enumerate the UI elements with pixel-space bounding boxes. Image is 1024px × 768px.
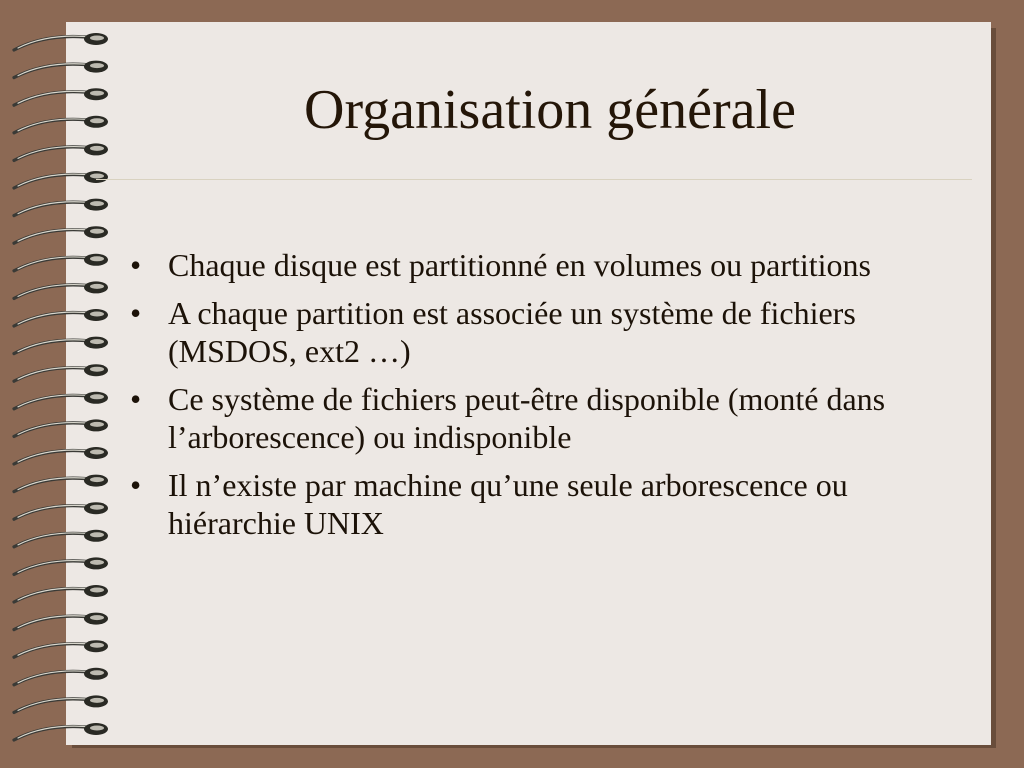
bullet-marker: •	[130, 295, 142, 331]
bullet-marker: •	[130, 381, 142, 417]
slide-title: Organisation générale	[304, 79, 796, 141]
bullet-item	[128, 466, 928, 542]
title-divider	[96, 179, 972, 180]
bullet-item	[128, 294, 928, 370]
bullet-list	[128, 246, 928, 552]
bullet-marker: •	[130, 467, 142, 503]
bullet-marker: •	[130, 247, 142, 283]
bullet-text: A chaque partition est associée un système de fichiers (MSDOS, ext2 …)	[168, 295, 856, 369]
bullet-text: Il n’existe par machine qu’une seule arborescence ou hiérarchie UNIX	[168, 467, 848, 541]
bullet-text: Chaque disque est partitionné en volumes ou partitions	[168, 247, 871, 283]
bullet-item	[128, 246, 928, 284]
bullet-text: Ce système de fichiers peut-être disponible (monté dans l’arborescence) ou indisponible	[168, 381, 886, 455]
bullet-item	[128, 380, 928, 456]
